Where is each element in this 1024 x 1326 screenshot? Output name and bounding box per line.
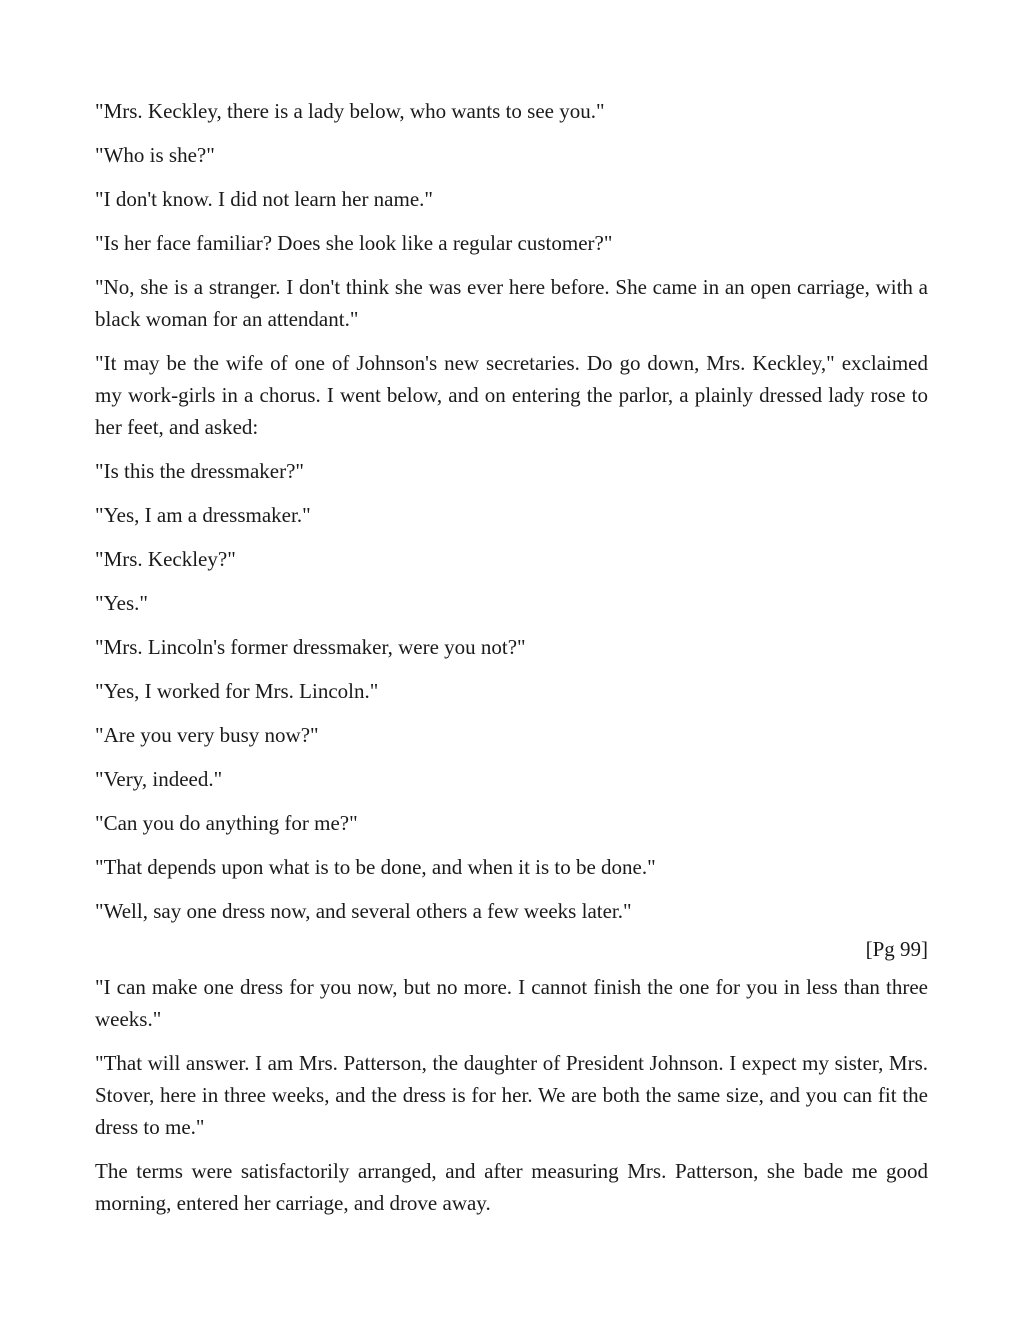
- paragraph: "Mrs. Keckley, there is a lady below, who wants to see you.": [95, 99, 605, 123]
- paragraph: "Can you do anything for me?": [95, 811, 358, 835]
- paragraph: "I don't know. I did not learn her name.": [95, 187, 433, 211]
- paragraph: "Are you very busy now?": [95, 723, 319, 747]
- paragraph: "Is her face familiar? Does she look like a regular customer?": [95, 231, 613, 255]
- page-number-marker: [Pg 99]: [865, 937, 928, 961]
- paragraph: "That depends upon what is to be done, and when it is to be done.": [95, 855, 656, 879]
- paragraph: "Who is she?": [95, 143, 215, 167]
- paragraph: "I can make one dress for you now, but no more. I cannot finish the one for you in less than three weeks.": [95, 975, 928, 1031]
- document-page: [95, 95, 928, 1231]
- paragraph: "Is this the dressmaker?": [95, 459, 305, 483]
- paragraph: "Mrs. Lincoln's former dressmaker, were you not?": [95, 635, 526, 659]
- paragraph: "Yes.": [95, 591, 148, 615]
- paragraph: "Yes, I am a dressmaker.": [95, 503, 311, 527]
- paragraph: "Well, say one dress now, and several others a few weeks later.": [95, 899, 632, 923]
- paragraph: "Yes, I worked for Mrs. Lincoln.": [95, 679, 379, 703]
- paragraph: "Mrs. Keckley?": [95, 547, 236, 571]
- paragraph: "No, she is a stranger. I don't think she was ever here before. She came in an open carriage, with a black woman for an attendant.": [95, 275, 928, 331]
- paragraph: The terms were satisfactorily arranged, and after measuring Mrs. Patterson, she bade me good morning, entered her carriage, and drove away.: [95, 1159, 928, 1215]
- paragraph: "It may be the wife of one of Johnson's new secretaries. Do go down, Mrs. Keckley," exclaimed my work-girls in a chorus. I went below, and on entering the parlor, a plainly dressed lady rose to her feet, and asked:: [95, 351, 928, 439]
- paragraph: "That will answer. I am Mrs. Patterson, the daughter of President Johnson. I expect my sister, Mrs. Stover, here in three weeks, and the dress is for her. We are both the same size, and you can fit the dress to me.": [95, 1051, 928, 1139]
- paragraph: "Very, indeed.": [95, 767, 223, 791]
